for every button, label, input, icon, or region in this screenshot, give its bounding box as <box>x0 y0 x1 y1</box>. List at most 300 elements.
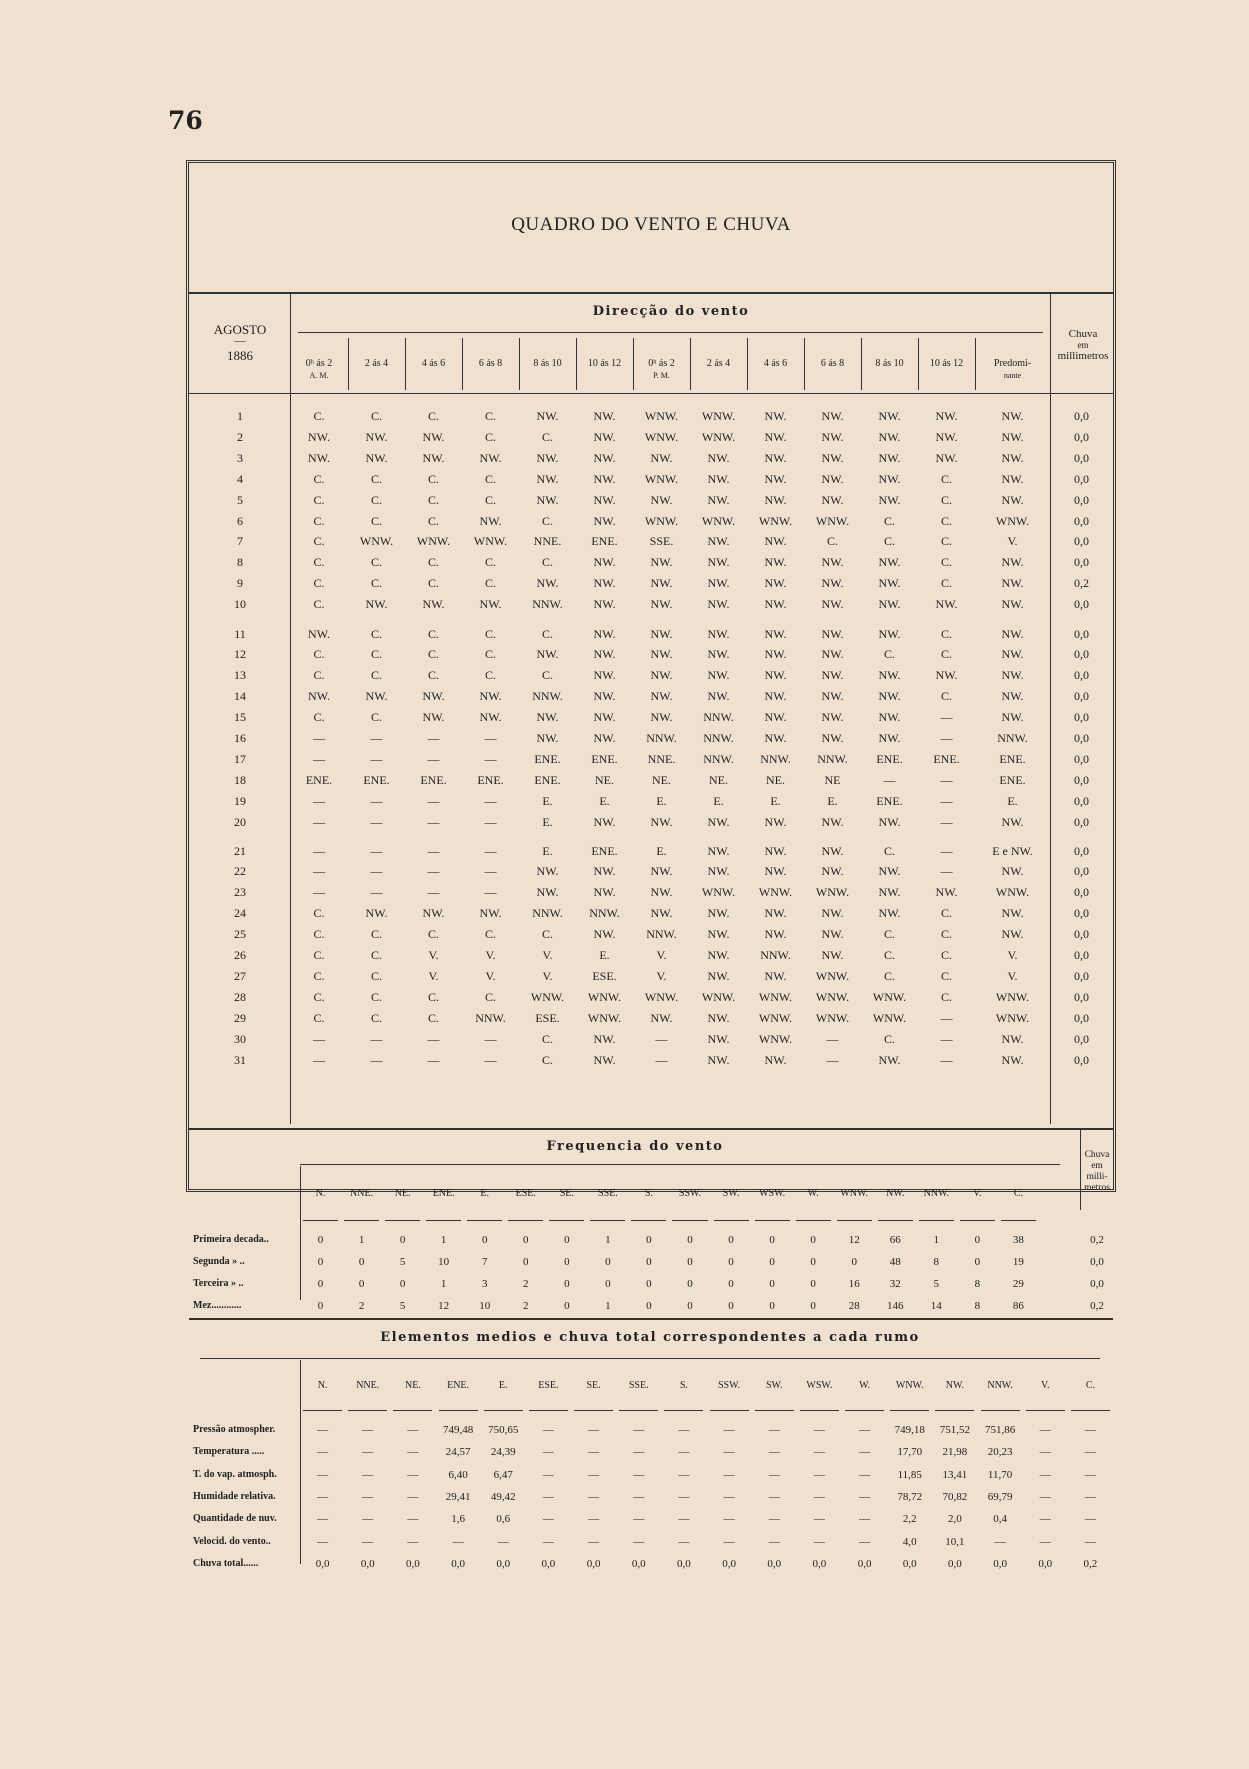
wind-value: NW. <box>878 471 901 486</box>
element-value: — <box>813 1446 825 1459</box>
day-number: 8 <box>237 555 243 570</box>
wind-value: NNW. <box>532 689 563 704</box>
wind-value: — <box>940 710 953 725</box>
wind-value: NW. <box>365 450 388 465</box>
column-underline <box>529 1410 568 1411</box>
wind-value: C. <box>883 1031 895 1046</box>
wind-value: C. <box>427 989 439 1004</box>
frequency-value: 1 <box>605 1234 611 1246</box>
wind-value: WNW. <box>815 989 850 1004</box>
wind-value: NW. <box>935 409 958 423</box>
wind-value: NW. <box>536 731 559 745</box>
element-value: 0,0 <box>677 1557 691 1570</box>
wind-value: WNW. <box>473 534 508 549</box>
wind-value: NW. <box>1001 471 1024 486</box>
wind-value: NW. <box>593 429 616 444</box>
wind-value: — <box>655 1052 668 1067</box>
direction-column-header: W. <box>859 1380 871 1391</box>
frequency-value: 1 <box>605 1300 611 1312</box>
day-number: 14 <box>234 689 246 704</box>
column-underline <box>467 1220 502 1221</box>
frequency-value: 0 <box>728 1234 734 1246</box>
wind-value: NW. <box>935 429 958 444</box>
time-column-header: nante <box>1003 371 1022 380</box>
wind-value: NW. <box>821 689 844 704</box>
wind-value: ENE. <box>591 751 618 766</box>
wind-value: NW. <box>878 668 901 683</box>
element-value: 0,0 <box>496 1557 511 1570</box>
wind-value: NW. <box>707 1052 730 1067</box>
frequency-value: 2 <box>523 1300 529 1312</box>
elements-caption: Elementos medios e chuva total correspondentes a cada rumo <box>380 1330 920 1345</box>
wind-value: — <box>313 1031 325 1046</box>
rain-value: 0,0 <box>1074 885 1089 900</box>
wind-value: — <box>484 751 497 766</box>
wind-value: NW. <box>878 597 901 612</box>
wind-value: NNW. <box>703 731 734 745</box>
wind-value: NNW. <box>760 948 791 962</box>
wind-value: ENE. <box>305 772 333 787</box>
wind-value: WNW. <box>701 989 736 1004</box>
day-number: 18 <box>234 772 246 787</box>
wind-value: NNW. <box>817 751 848 766</box>
element-value: 24,57 <box>445 1446 471 1459</box>
wind-value: NW. <box>878 409 901 423</box>
element-value: — <box>768 1513 780 1526</box>
frequency-value: 14 <box>930 1300 942 1312</box>
wind-value: WNW. <box>758 1031 793 1046</box>
element-value: 0,0 <box>406 1557 420 1570</box>
wind-value: — <box>655 1031 668 1046</box>
wind-value: C. <box>484 471 496 486</box>
wind-value: NW. <box>764 555 787 570</box>
wind-value: NW. <box>878 906 901 921</box>
wind-value: C. <box>313 409 325 423</box>
wind-value: WNW. <box>644 513 679 528</box>
rain-value: 0,0 <box>1074 948 1089 962</box>
wind-value: NW. <box>707 576 730 591</box>
direction-column-header: ESE. <box>538 1380 559 1391</box>
wind-value: NW. <box>707 668 730 683</box>
wind-value: C. <box>427 513 439 528</box>
wind-value: NW. <box>878 689 901 704</box>
wind-value: — <box>940 793 953 808</box>
day-number: 21 <box>234 843 246 858</box>
frequency-value: 0 <box>687 1278 693 1290</box>
wind-value: C. <box>940 534 952 549</box>
wind-value: — <box>370 864 383 879</box>
column-underline <box>393 1410 432 1411</box>
frequency-value: 10 <box>438 1256 450 1268</box>
element-value: — <box>678 1490 690 1503</box>
wind-value: C. <box>883 927 895 942</box>
wind-value: — <box>370 731 383 745</box>
day-number: 24 <box>234 906 246 921</box>
wind-value: NNW. <box>589 906 620 921</box>
wind-value: NW. <box>1001 668 1024 683</box>
element-value: 20,23 <box>987 1446 1013 1459</box>
element-value: 11,85 <box>897 1468 922 1481</box>
wind-value: — <box>370 793 383 808</box>
wind-value: C. <box>427 927 439 942</box>
page-number: 76 <box>168 106 203 135</box>
wind-value: — <box>940 772 953 787</box>
wind-value: NW. <box>593 626 616 641</box>
wind-value: NW. <box>593 647 616 662</box>
wind-value: C. <box>883 534 895 549</box>
wind-value: C. <box>313 710 325 725</box>
element-value: — <box>317 1468 329 1481</box>
column-underline <box>960 1220 995 1221</box>
column-underline <box>631 1220 666 1221</box>
wind-value: NW. <box>707 948 730 962</box>
frequency-value: 0 <box>646 1278 652 1290</box>
wind-value: — <box>484 1031 497 1046</box>
frequency-value: 29 <box>1012 1278 1024 1290</box>
rain-value: 0,0 <box>1090 1278 1104 1290</box>
wind-value: ENE. <box>876 793 903 808</box>
wind-value: WNW. <box>644 429 679 444</box>
wind-value: NW. <box>1001 429 1024 444</box>
wind-value: NW. <box>593 689 616 704</box>
frequency-value: 146 <box>887 1300 904 1312</box>
wind-value: NW. <box>650 597 673 612</box>
rain-value: 0,0 <box>1074 689 1089 704</box>
frequency-value: 2 <box>358 1300 365 1312</box>
wind-value: WNW. <box>701 409 736 423</box>
wind-value: NW. <box>821 576 844 591</box>
element-value: — <box>588 1446 600 1459</box>
column-underline <box>837 1220 872 1221</box>
wind-value: NW. <box>536 864 559 879</box>
wind-value: WNW. <box>416 534 451 549</box>
frequency-value: 12 <box>848 1234 860 1246</box>
rain-value: 0,0 <box>1074 927 1089 942</box>
element-value: — <box>813 1513 825 1526</box>
wind-value: C. <box>940 948 952 962</box>
wind-value: NW. <box>878 492 901 507</box>
element-value: — <box>542 1424 554 1436</box>
wind-value: C. <box>940 471 952 486</box>
rain-value: 0,0 <box>1074 731 1089 745</box>
wind-value: NW. <box>308 626 330 641</box>
wind-value: NW. <box>1001 906 1024 921</box>
column-underline <box>385 1220 420 1221</box>
element-value: 49,42 <box>490 1490 516 1503</box>
wind-value: C. <box>541 1031 553 1046</box>
wind-value: C. <box>370 626 382 641</box>
time-column-header: A. M. <box>309 371 329 380</box>
elements-row-label: T. do vap. atmosph. <box>193 1468 277 1480</box>
element-value: — <box>362 1490 374 1503</box>
wind-value: NW. <box>536 885 559 900</box>
element-value: — <box>317 1535 329 1548</box>
element-value: — <box>1039 1535 1051 1548</box>
wind-value: NW. <box>593 471 616 486</box>
wind-value: NNW. <box>760 751 791 766</box>
wind-value: C. <box>541 927 553 942</box>
wind-value: NW. <box>593 864 616 879</box>
wind-value: ENE. <box>534 751 561 766</box>
day-number: 20 <box>234 814 246 829</box>
wind-value: C. <box>940 576 952 591</box>
wind-value: NW. <box>422 597 445 612</box>
element-value: 751,52 <box>939 1424 971 1436</box>
column-underline <box>508 1220 543 1221</box>
wind-value: NW. <box>707 1010 730 1025</box>
column-underline <box>348 1410 387 1411</box>
wind-value: WNW. <box>872 989 907 1004</box>
rain-value: 0,0 <box>1074 772 1089 787</box>
frequency-value: 0 <box>399 1278 406 1290</box>
wind-value: — <box>940 731 953 745</box>
rain-header: em <box>1077 340 1089 350</box>
wind-value: — <box>313 864 325 879</box>
wind-value: NW. <box>764 668 787 683</box>
wind-value: E e NW. <box>992 843 1033 858</box>
wind-value: WNW. <box>644 409 679 423</box>
wind-value: NW. <box>536 647 559 662</box>
rain-header: em <box>1091 1161 1103 1171</box>
wind-value: C. <box>940 513 952 528</box>
column-underline <box>890 1410 929 1411</box>
element-value: — <box>813 1535 825 1548</box>
wind-value: C. <box>883 968 895 983</box>
column-underline <box>484 1410 523 1411</box>
wind-value: V. <box>428 948 439 962</box>
frequency-value: 0 <box>605 1278 611 1290</box>
wind-value: WNW. <box>587 1010 622 1025</box>
wind-value: NNW. <box>997 731 1028 745</box>
wind-value: NW. <box>536 471 559 486</box>
wind-value: NW. <box>707 626 730 641</box>
frequency-value: 0 <box>481 1234 488 1246</box>
wind-value: NW. <box>650 906 673 921</box>
rain-value: 0,0 <box>1074 710 1089 725</box>
wind-value: E. <box>656 843 667 858</box>
wind-value: NW. <box>422 450 445 465</box>
wind-value: — <box>484 885 497 900</box>
wind-value: ENE. <box>591 534 618 549</box>
wind-value: C. <box>484 647 496 662</box>
wind-value: C. <box>940 968 952 983</box>
time-column-header: 4 ás 6 <box>763 358 788 369</box>
wind-value: NNW. <box>646 731 677 745</box>
wind-value: C. <box>541 555 553 570</box>
wind-value: NW. <box>593 450 616 465</box>
rain-value: 0,0 <box>1074 492 1089 507</box>
wind-value: ESE. <box>535 1010 560 1025</box>
wind-value: ENE. <box>420 772 447 787</box>
element-value: 1,6 <box>451 1513 465 1526</box>
direction-column-header: NNW. <box>923 1188 950 1199</box>
wind-value: NW. <box>479 906 502 921</box>
wind-value: NW. <box>1001 927 1024 942</box>
wind-value: NNE. <box>647 751 676 766</box>
column-underline <box>878 1220 913 1221</box>
wind-value: V. <box>1007 534 1018 549</box>
element-value: — <box>678 1424 690 1436</box>
wind-value: C. <box>370 948 382 962</box>
wind-value: NW. <box>650 626 673 641</box>
rain-value: 0,0 <box>1074 555 1089 570</box>
wind-value: NW. <box>308 689 330 704</box>
wind-value: — <box>427 751 440 766</box>
element-value: — <box>859 1490 871 1503</box>
wind-value: NE. <box>766 772 785 787</box>
wind-value: — <box>484 843 497 858</box>
element-value: — <box>497 1535 509 1548</box>
rain-header: milli- <box>1086 1172 1108 1182</box>
wind-value: WNW. <box>815 1010 850 1025</box>
wind-value: — <box>940 1052 953 1067</box>
wind-value: NW. <box>593 710 616 725</box>
wind-value: E. <box>1007 793 1018 808</box>
wind-value: C. <box>370 1010 382 1025</box>
time-column-header: P. M. <box>653 371 670 380</box>
wind-value: C. <box>313 647 325 662</box>
wind-value: C. <box>484 576 496 591</box>
day-number: 5 <box>237 492 243 507</box>
column-underline <box>439 1410 478 1411</box>
wind-value: ENE. <box>591 843 618 858</box>
element-value: 0,0 <box>767 1557 782 1570</box>
element-value: — <box>362 1468 374 1481</box>
wind-value: C. <box>940 555 952 570</box>
element-value: — <box>1084 1446 1096 1459</box>
wind-value: NW. <box>707 814 730 829</box>
direction-column-header: SW. <box>765 1380 783 1391</box>
element-value: 2,0 <box>948 1513 962 1526</box>
rain-value: 0,0 <box>1074 668 1089 683</box>
column-underline <box>981 1410 1020 1411</box>
wind-value: C. <box>313 989 325 1004</box>
wind-value: WNW. <box>701 513 736 528</box>
direction-column-header: ENE. <box>432 1188 455 1199</box>
column-underline <box>755 1220 790 1221</box>
wind-value: — <box>313 814 325 829</box>
element-value: 751,86 <box>984 1424 1016 1436</box>
wind-value: — <box>484 864 497 879</box>
element-value: — <box>588 1424 600 1436</box>
wind-value: C. <box>484 555 496 570</box>
column-underline <box>574 1410 613 1411</box>
frequency-value: 0 <box>564 1278 570 1290</box>
rain-value: 0,0 <box>1074 1052 1089 1067</box>
direction-column-header: WNW. <box>895 1380 924 1391</box>
wind-value: C. <box>940 689 952 704</box>
element-value: 69,79 <box>987 1490 1013 1503</box>
element-value: — <box>542 1468 554 1481</box>
element-value: — <box>813 1424 825 1436</box>
element-value: 750,65 <box>488 1424 519 1436</box>
wind-value: C. <box>826 534 838 549</box>
time-column-header: 6 ás 8 <box>478 358 503 369</box>
direction-column-header: C. <box>1085 1380 1095 1391</box>
element-value: — <box>723 1513 735 1526</box>
wind-value: — <box>484 793 497 808</box>
time-column-header: 0ʰ ás 2 <box>648 358 675 369</box>
element-value: — <box>542 1513 554 1526</box>
element-value: 0,0 <box>451 1557 465 1570</box>
direction-column-header: SE. <box>559 1188 574 1199</box>
wind-value: C. <box>427 668 439 683</box>
wind-value: NW. <box>1001 710 1024 725</box>
frequency-value: 16 <box>848 1278 860 1290</box>
wind-value: C. <box>427 492 439 507</box>
element-value: — <box>678 1535 690 1548</box>
element-value: 0,0 <box>902 1557 917 1570</box>
wind-value: NW. <box>422 710 445 725</box>
frequency-value: 0 <box>810 1256 816 1268</box>
frequency-value: 32 <box>889 1278 901 1290</box>
frequency-value: 2 <box>523 1278 529 1290</box>
wind-value: V. <box>1007 968 1018 983</box>
wind-value: NNW. <box>532 906 563 921</box>
wind-value: NW. <box>650 885 673 900</box>
frequency-value: 7 <box>481 1256 488 1268</box>
column-underline <box>845 1410 884 1411</box>
frequency-value: 8 <box>933 1256 940 1268</box>
wind-value: NW. <box>707 492 730 507</box>
wind-value: C. <box>370 668 382 683</box>
rain-value: 0,0 <box>1074 968 1089 983</box>
wind-value: NW. <box>593 492 616 507</box>
wind-value: NW. <box>707 471 730 486</box>
wind-value: C. <box>427 409 439 423</box>
rain-value: 0,0 <box>1074 450 1089 465</box>
wind-value: WNW. <box>815 885 850 900</box>
frequency-value: 5 <box>399 1300 406 1312</box>
wind-value: NNW. <box>475 1010 506 1025</box>
time-column-header: 10 ás 12 <box>587 358 622 369</box>
day-number: 29 <box>234 1010 246 1025</box>
element-value: — <box>723 1468 735 1481</box>
elements-row-label: Temperatura ..... <box>193 1446 265 1458</box>
direction-column-header: E. <box>498 1380 508 1391</box>
element-value: — <box>1084 1490 1096 1503</box>
element-value: 0,0 <box>948 1557 962 1570</box>
column-underline <box>935 1410 974 1411</box>
direction-column-header: NNW. <box>987 1380 1013 1391</box>
element-value: 0,2 <box>1083 1557 1098 1570</box>
direction-column-header: SW. <box>722 1188 740 1199</box>
rain-value: 0,0 <box>1074 513 1089 528</box>
element-value: — <box>542 1490 554 1503</box>
wind-value: NW. <box>650 668 673 683</box>
wind-value: C. <box>541 429 553 444</box>
wind-value: NE. <box>709 772 728 787</box>
element-value: — <box>859 1424 871 1436</box>
wind-value: E. <box>770 793 781 808</box>
wind-value: C. <box>484 668 496 683</box>
wind-value: NW. <box>536 710 559 725</box>
column-underline <box>796 1220 831 1221</box>
wind-value: NW. <box>878 710 901 725</box>
wind-value: — <box>940 864 953 879</box>
element-value: — <box>859 1513 871 1526</box>
wind-value: NW. <box>764 1052 787 1067</box>
day-number: 1 <box>237 409 243 423</box>
frequency-value: 0 <box>851 1256 857 1268</box>
wind-value: NW. <box>821 843 844 858</box>
rain-value: 0,0 <box>1074 989 1089 1004</box>
wind-value: C. <box>313 597 325 612</box>
frequency-value: 5 <box>399 1256 406 1268</box>
time-column-header: Predomi- <box>993 358 1032 369</box>
direction-column-header: S. <box>644 1188 653 1199</box>
wind-value: NW. <box>593 555 616 570</box>
